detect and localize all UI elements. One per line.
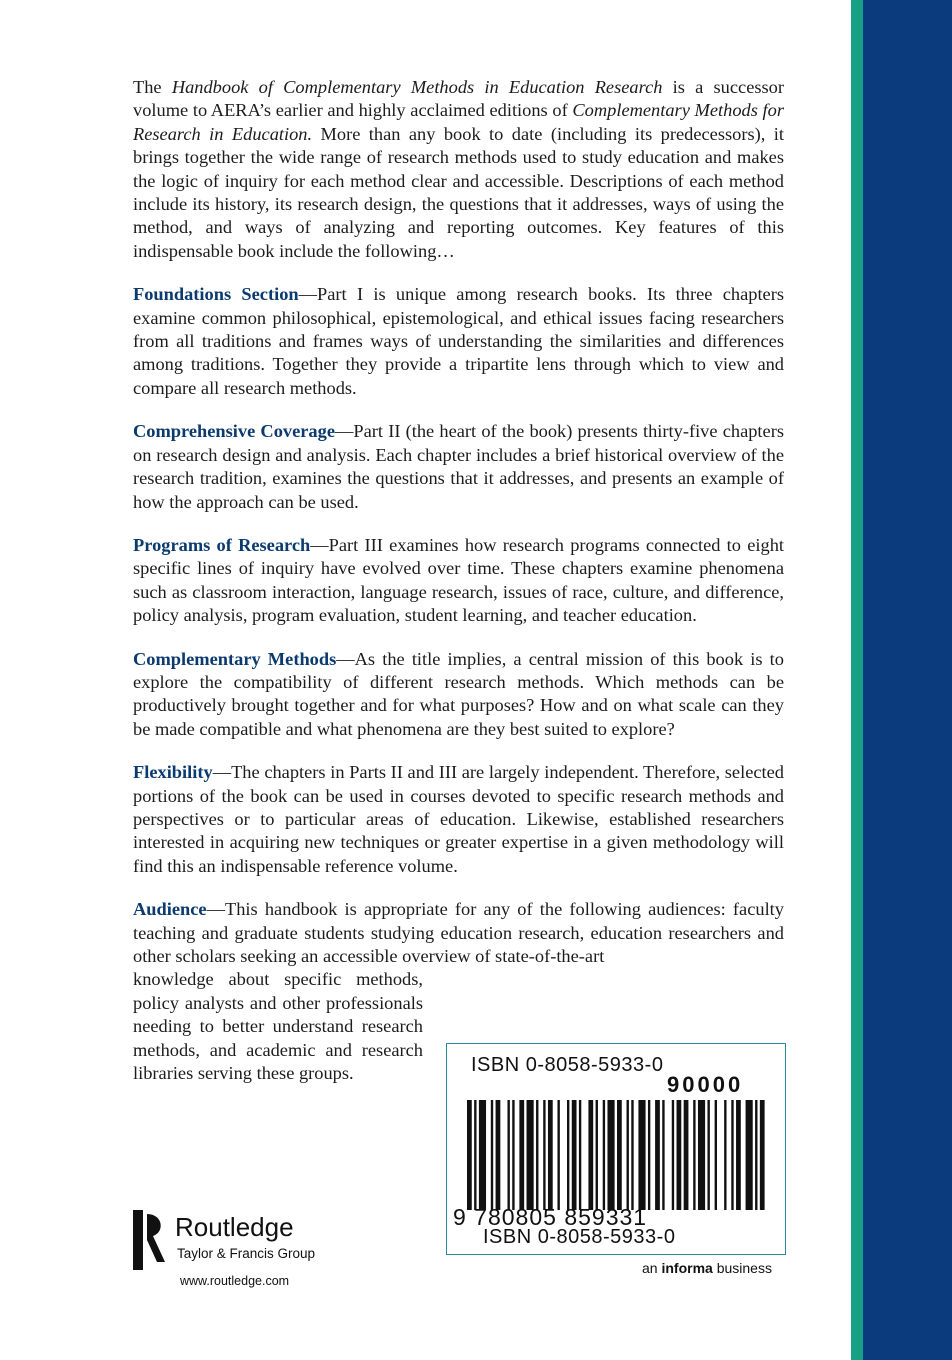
- audience-paragraph: [133, 898, 784, 968]
- ean-number: 9 780805 859331: [453, 1204, 648, 1230]
- informa-business-tagline: an informa business: [642, 1260, 772, 1276]
- feature-heading: Complementary Methods: [133, 648, 337, 669]
- isbn-label-bottom: ISBN 0-8058-5933-0: [483, 1226, 676, 1248]
- feature-heading: Programs of Research: [133, 534, 311, 555]
- audience-text-top: —This handbook is appropriate for any of the following audiences: faculty teaching and graduate students studying education research, education researchers and other scholars seeking an accessible overview of state-of-the-art: [133, 899, 784, 966]
- barcode-bars: [467, 1100, 767, 1210]
- publisher-name: Routledge: [175, 1212, 294, 1242]
- routledge-logo: [133, 1210, 373, 1270]
- intro-text-1: The: [133, 77, 172, 97]
- feature-text: —Part II (the heart of the book) presents thirty-five chapters on research design and analysis. Each chapter includes a brief historical overview of the research tradition, examines the questions that it addresses, and presents an example of how the approach can be used.: [133, 421, 784, 512]
- intro-earlier-title: Complementary Methods for Research in Education.: [133, 100, 785, 144]
- back-cover-text: [133, 76, 784, 1085]
- barcode-image: [467, 1100, 767, 1210]
- intro-text-3: More than any book to date (including its predecessors), it brings together the wide range of research methods used to study education and makes the logic of inquiry for each method clear and accessible. Descriptions of each method include its history, its research design, the questions that it addresses, ways of using the method, and ways of analyzing and reporting outcomes. Key features of this indispensable book include the following…: [133, 123, 784, 261]
- intro-book-title: Handbook of Complementary Methods in Education Research: [171, 77, 663, 97]
- feature-foundations: [133, 283, 784, 400]
- feature-complementary: [133, 648, 784, 742]
- feature-heading: Comprehensive Coverage: [133, 421, 335, 442]
- publisher-website: www.routledge.com: [180, 1274, 290, 1288]
- feature-text: —Part I is unique among research books. Its three chapters examine common philosophical, epistemological, and ethical issues facing researchers from all traditions and frames ways of understanding the similarities and differences among traditions. Together they provide a tripartite lens through which to view and compare all research methods.: [133, 284, 785, 398]
- intro-paragraph: [133, 76, 784, 263]
- price-code: 90000: [667, 1072, 744, 1097]
- feature-programs: [133, 534, 784, 628]
- feature-heading: Flexibility: [133, 762, 213, 783]
- publisher-group: Taylor & Francis Group: [177, 1246, 316, 1261]
- feature-text: —The chapters in Parts II and III are largely independent. Therefore, selected portions of the book can be used in courses devoted to specific research methods and perspectives or to particular areas of education. Likewise, established researchers interested in acquiring new techniques or greater expertise in a given methodology will find this an indispensable reference volume.: [133, 762, 784, 876]
- routledge-logo-mark-icon: [133, 1210, 169, 1270]
- feature-text: —Part III examines how research programs connected to eight specific lines of inquiry have evolved over time. These chapters examine phenomena such as classroom interaction, language research, issues of race, culture, and difference, policy analysis, program evaluation, student learning, and teacher education.: [133, 534, 784, 626]
- feature-coverage: [133, 420, 784, 514]
- feature-text: —As the title implies, a central mission of this book is to explore the compatibility of different research methods. Which methods can be productively brought together and for what purposes? How and on what scale can they be made compatible and what phenomena are they best suited to explore?: [133, 648, 784, 739]
- isbn-barcode-box: [446, 1043, 786, 1255]
- audience-paragraph-continued: knowledge about specific methods, policy analysts and other professionals needing to better understand research methods, and academic and research libraries serving these groups.: [133, 969, 423, 1084]
- isbn-label-top: ISBN 0-8058-5933-0: [471, 1054, 664, 1076]
- intro-text-2: is a successor volume to AERA’s earlier and highly acclaimed editions of: [133, 77, 784, 121]
- audience-heading: Audience: [133, 899, 207, 920]
- cover-spine-band: [851, 0, 952, 1360]
- feature-heading: Foundations Section: [133, 284, 299, 305]
- feature-flexibility: [133, 761, 784, 878]
